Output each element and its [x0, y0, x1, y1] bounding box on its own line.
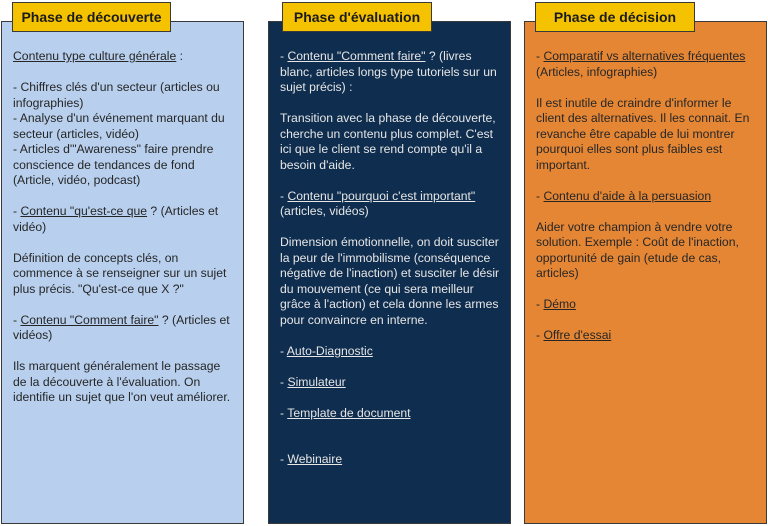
comment-faire-link[interactable]: Contenu "Comment faire" [20, 312, 159, 327]
phase-evaluation-panel [268, 21, 511, 524]
item-prefix: - [280, 49, 288, 63]
item-aide-persuasion [536, 189, 759, 205]
item-prefix: - [280, 405, 288, 420]
template-document-link[interactable]: Template de document [287, 405, 411, 420]
item-pourquoi-important [280, 189, 503, 220]
item-demo [536, 297, 759, 313]
bullet-analyse-evenement: - Analyse d'un événement marquant du secteur (articles, vidéo) [13, 111, 225, 141]
item-prefix: - [280, 374, 288, 389]
alternatives-paragraph: Il est inutile de craindre d'informer le client des alternatives. Il les connait. En revanche être capable de lui montrer pourquoi elles sont plus faibles est important. [536, 95, 750, 172]
item-suffix: ? (Articles et vidéos) [13, 312, 230, 342]
item-suffix: ? (livres blanc, articles longs type tutoriels sur un sujet précis) : [280, 49, 497, 94]
bullet-chiffres-cles: - Chiffres clés d'un secteur (articles ou infographies) [13, 80, 220, 110]
phase-decision-panel [524, 21, 767, 524]
phase-decision-title: Phase de décision [535, 2, 695, 32]
auto-diagnostic-link[interactable]: Auto-Diagnostic [286, 343, 373, 358]
intro-line [13, 49, 236, 65]
phase-decision-content [536, 49, 759, 344]
item-simulateur [280, 375, 503, 391]
quest-ce-que-link[interactable]: Contenu "qu'est-ce que [20, 204, 148, 218]
item-quest-ce-que [13, 204, 236, 235]
champion-paragraph: Aider votre champion à vendre votre solution. Exemple : Coût de l'inaction, opportunité de gain (etude de cas, articles) [536, 219, 739, 280]
phase-decouverte-content [13, 49, 236, 406]
item-suffix: (Articles, infographies) [536, 64, 658, 79]
intro-suffix: : [176, 49, 184, 63]
item-offre-essai [536, 328, 759, 344]
culture-generale-link[interactable]: Contenu type culture générale [13, 49, 177, 63]
webinaire-link[interactable]: Webinaire [287, 452, 343, 466]
item-prefix: - [536, 328, 544, 342]
item-prefix: - [13, 312, 21, 327]
simulateur-link[interactable]: Simulateur [287, 374, 346, 389]
bullet-awareness: - Articles d'"Awareness" faire prendre conscience de tendances de fond (Article, vidéo, podcast) [13, 142, 214, 187]
item-comment-faire [280, 49, 503, 96]
phase-evaluation-title: Phase d'évaluation [282, 2, 432, 32]
item-prefix: - [280, 188, 288, 203]
comparatif-link[interactable]: Comparatif vs alternatives fréquentes [543, 49, 746, 63]
definition-paragraph: Définition de concepts clés, on commence à se renseigner sur un sujet plus précis. "Qu'est-ce que X ?" [13, 250, 227, 296]
demo-link[interactable]: Démo [543, 297, 576, 311]
item-prefix: - [536, 49, 544, 63]
offre-essai-link[interactable]: Offre d'essai [543, 328, 612, 342]
phase-decouverte-panel [1, 21, 244, 524]
item-prefix: - [280, 343, 287, 358]
item-suffix: ? (Articles et vidéo) [13, 204, 219, 234]
item-template-document [280, 406, 503, 422]
item-suffix: (articles, vidéos) [280, 204, 369, 218]
item-prefix: - [280, 452, 288, 466]
item-webinaire [280, 452, 503, 468]
item-comparatif [536, 49, 759, 80]
pourquoi-important-link[interactable]: Contenu "pourquoi c'est important" [287, 188, 476, 203]
item-comment-faire [13, 313, 236, 344]
emotion-paragraph: Dimension émotionnelle, on doit susciter la peur de l'immobilisme (conséquence négative de l'inaction) et susciter le désir du mouvement (ce qui sera meilleur grâce à l'action) et cela donne les armes pour convaincre en interne. [280, 235, 500, 327]
aide-persuasion-link[interactable]: Contenu d'aide à la persuasion [543, 188, 712, 203]
item-prefix: - [13, 204, 21, 218]
comment-faire-link[interactable]: Contenu "Comment faire" [287, 49, 426, 63]
phase-decouverte-title: Phase de découverte [12, 2, 171, 32]
item-auto-diagnostic [280, 344, 503, 360]
transition-paragraph: Transition avec la phase de découverte, cherche un contenu plus complet. C'est ici que le client se rend compte qu'il a besoin d'aide. [280, 111, 496, 172]
item-prefix: - [536, 297, 544, 311]
item-prefix: - [536, 188, 544, 203]
phase-evaluation-content [280, 49, 503, 468]
passage-paragraph: Ils marquent généralement le passage de la découverte à l'évaluation. On identifie un sujet que l'on veut améliorer. [13, 359, 231, 404]
